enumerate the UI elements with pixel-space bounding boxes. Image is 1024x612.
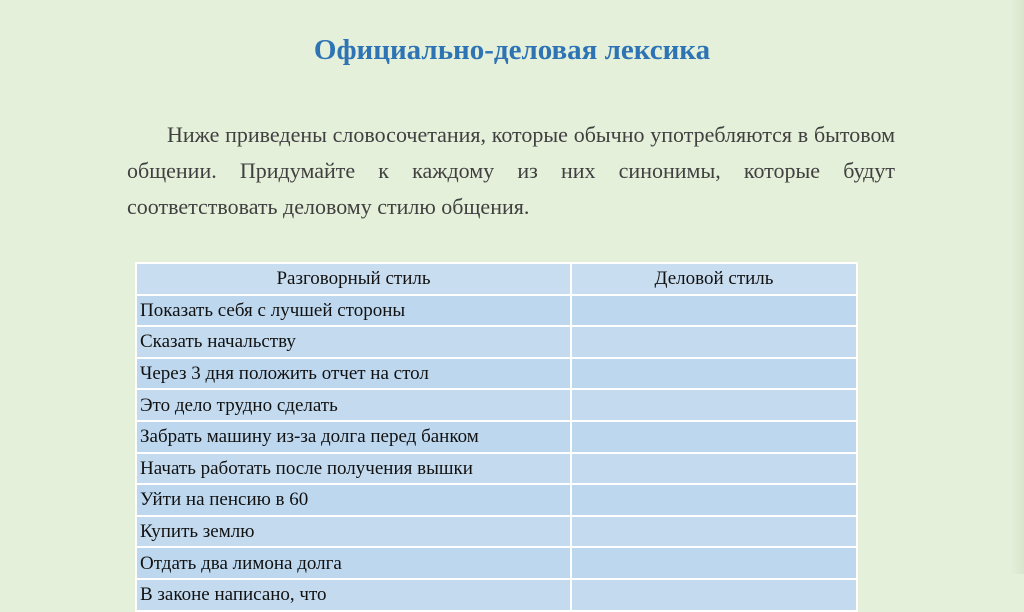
style-comparison-table [135,262,858,612]
business-cell[interactable] [571,295,857,327]
business-cell[interactable] [571,453,857,485]
colloquial-cell: Это дело трудно сделать [136,389,571,421]
slide-title: Официально-деловая лексика [313,34,711,66]
colloquial-cell: Уйти на пенсию в 60 [136,484,571,516]
business-cell[interactable] [571,421,857,453]
decorative-side-strip [1010,0,1024,574]
table-row [136,421,857,453]
table-row [136,547,857,579]
business-cell[interactable] [571,389,857,421]
colloquial-cell: Показать себя с лучшей стороны [136,295,571,327]
table-row [136,484,857,516]
colloquial-cell: Начать работать после получения вышки [136,453,571,485]
intro-paragraph: Ниже приведены словосочетания, которые обычно употребляются в бытовом общении. Придумайте к каждому из них синонимы, которые будут соответствовать деловому стилю общения. [127,122,895,219]
table-row [136,516,857,548]
business-cell[interactable] [571,358,857,390]
colloquial-cell: Купить землю [136,516,571,548]
colloquial-cell: Отдать два лимона долга [136,547,571,579]
table-row [136,358,857,390]
colloquial-cell: Сказать начальству [136,326,571,358]
table-row [136,453,857,485]
header-colloquial-style: Разговорный стиль [136,263,571,295]
colloquial-cell: Забрать машину из-за долга перед банком [136,421,571,453]
table-header-row [136,263,857,295]
business-cell[interactable] [571,547,857,579]
business-cell[interactable] [571,579,857,611]
table-container [135,262,856,606]
business-cell[interactable] [571,484,857,516]
business-cell[interactable] [571,326,857,358]
colloquial-cell: В законе написано, что [136,579,571,611]
business-cell[interactable] [571,516,857,548]
table-row [136,579,857,611]
table-row [136,389,857,421]
colloquial-cell: Через 3 дня положить отчет на стол [136,358,571,390]
table-row [136,326,857,358]
header-business-style: Деловой стиль [571,263,857,295]
table-row [136,295,857,327]
